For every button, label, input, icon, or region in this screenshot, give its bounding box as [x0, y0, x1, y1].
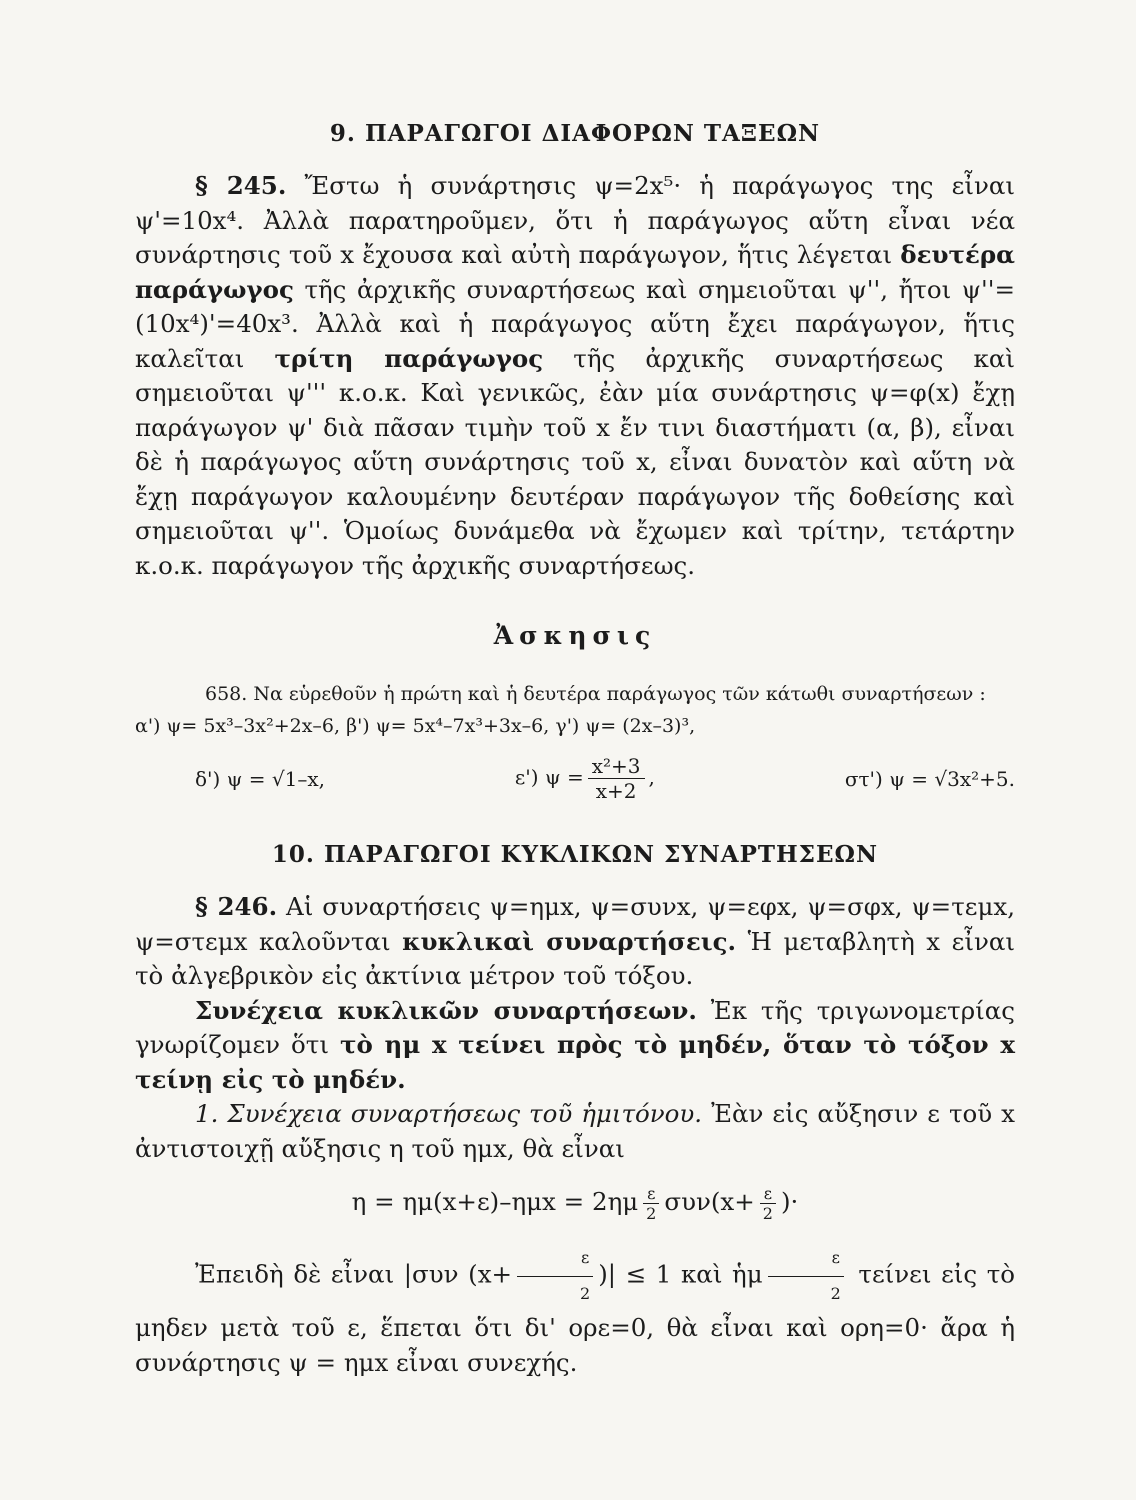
numerator: x²+3: [588, 754, 645, 779]
fraction-epsilon-half: [642, 1184, 660, 1223]
exercise-658: [135, 678, 1015, 742]
fraction-epsilon-half: [516, 1241, 594, 1311]
text-run: Ἡ μεταβλητὴ x εἶναι τὸ ἀλγεβρικὸν εἰς ἀκτίνια μέτρον τοῦ τόξου.: [135, 926, 1016, 990]
sine-continuity-paragraph: [135, 1097, 1015, 1166]
formula-epsilon-fraction: [588, 754, 645, 803]
denominator: 2: [830, 1283, 841, 1303]
exercise-658-text: 658. Να εὑρεθοῦν ἡ πρώτη καὶ ἡ δευτέρα παράγωγος τῶν κάτωθι συναρτήσεων : α') ψ= 5x³–3x²+2x–6, β') ψ= 5x⁴–7x³+3x–6, γ') ψ= (2x–3)³,: [135, 683, 986, 737]
numerator: ε: [768, 1241, 844, 1277]
fraction-epsilon-half: [767, 1241, 845, 1311]
text-run: τῆς ἀρχικῆς συναρτήσεως καὶ σημειοῦται ψ''' κ.ο.κ. Καὶ γενικῶς, ἐὰν μία συνάρτησις ψ=φ(x) ἔχῃ παράγωγον ψ' διὰ πᾶσαν τιμὴν τοῦ x ἔν τινι διαστήματι (α, β), εἶναι δὲ ἡ παράγωγος αὕτη συνάρτησις τοῦ x, εἶναι δυνατὸν καὶ αὕτη νὰ ἔχῃ παράγωγον καλουμένην δευτέραν παράγωγον τῆς δοθείσης καὶ σημειοῦται ψ''. Ὁμοίως δυνάμεθα νὰ ἔχωμεν καὶ τρίτην, τετάρτην κ.ο.κ. παράγωγον τῆς ἀρχικῆς συναρτήσεως.: [135, 343, 1015, 580]
chapter10-heading: 10. ΠΑΡΑΓΩΓΟΙ ΚΥΚΛΙΚΩΝ ΣΥΝΑΡΤΗΣΕΩΝ: [271, 841, 879, 868]
formula-delta: δ') ψ = √1–x,: [195, 766, 325, 791]
text-run: )| ≤ 1 καὶ ἡμ: [598, 1259, 763, 1289]
subheading-sine-continuity: 1. Συνέχεια συναρτήσεως τοῦ ἡμιτόνου.: [195, 1099, 703, 1128]
term-circular-functions: κυκλικαὶ συναρτήσεις.: [402, 926, 737, 956]
equation-sine-difference: [135, 1184, 1015, 1223]
term-continuity: Συνέχεια κυκλικῶν συναρτήσεων.: [195, 995, 697, 1025]
exercise-658-formulas: [135, 754, 1015, 803]
numerator: ε: [517, 1241, 593, 1277]
denominator: 2: [646, 1204, 657, 1223]
text-run: τῆς ἀρχικῆς συναρτήσεως καὶ σημειοῦται ψ'', ἤτοι ψ''=(10x⁴)'=40x³. Ἀλλὰ καὶ ἡ παράγωγος αὕτη ἔχει παράγωγον, ἥτις καλεῖται: [135, 274, 1015, 373]
text-run: Ἐὰν εἰς αὔξησιν ε τοῦ x ἀντιστοιχῇ αὔξησις η τοῦ ημx, θὰ εἶναι: [135, 1099, 1015, 1163]
conclusion-paragraph: [135, 1241, 1015, 1380]
equation-part: η = ημ(x+ε)–ημx = 2ημ: [351, 1187, 639, 1216]
denominator: 2: [580, 1283, 591, 1303]
chapter9-heading: 9. ΠΑΡΑΓΩΓΟΙ ΔΙΑΦΟΡΩΝ ΤΑΞΕΩΝ: [329, 120, 821, 147]
numerator: ε: [760, 1184, 776, 1204]
equation-part: )·: [780, 1187, 799, 1216]
term-third-derivative: τρίτη παράγωγος: [274, 343, 544, 373]
statement-sine-limit: τὸ ημ x τείνει πρὸς τὸ μηδέν, ὅταν τὸ τόξον x τείνῃ εἰς τὸ μηδέν.: [135, 1030, 1015, 1094]
numerator: ε: [643, 1184, 659, 1204]
text-run: τείνει εἰς τὸ μηδεν μετὰ τοῦ ε, ἕπεται ὅτι δι' ορε=0, θὰ εἶναι καὶ ορη=0· ἄρα ἡ συνάρτησις ψ = ημx εἶναι συνεχής.: [135, 1259, 1015, 1377]
exercises-heading: Ἀσκησις: [493, 621, 657, 650]
section-245-number: § 245.: [195, 171, 287, 200]
continuity-paragraph: [135, 994, 1015, 1098]
page: [135, 120, 1015, 1380]
formula-epsilon: [515, 754, 655, 803]
section-245-paragraph: [135, 169, 1015, 583]
denominator: 2: [762, 1204, 773, 1223]
text-run: Ἔστω ἡ συνάρτησις ψ=2x⁵· ἡ παράγωγος της εἶναι ψ'=10x⁴. Ἀλλὰ παρατηροῦμεν, ὅτι ἡ παράγωγος αὕτη εἶναι νέα συνάρτησις τοῦ x ἔχουσα καὶ αὐτὴ παράγωγον, ἥτις λέγεται: [135, 171, 1015, 269]
text-run: Ἐπειδὴ δὲ εἶναι |συν (x+: [195, 1259, 513, 1289]
formula-st: στ') ψ = √3x²+5.: [844, 766, 1015, 791]
text-run: Ἐκ τῆς τριγωνομετρίας γνωρίζομεν ὅτι: [135, 995, 1015, 1059]
formula-epsilon-prefix: ε') ψ =: [514, 765, 584, 789]
section-246-number: § 246.: [195, 892, 278, 921]
formula-epsilon-suffix: ,: [648, 765, 655, 789]
equation-part: συν(x+: [664, 1187, 755, 1216]
denominator: x+2: [595, 779, 637, 803]
term-second-derivative: δευτέρα παράγωγος: [135, 240, 1015, 304]
fraction-epsilon-half: [759, 1184, 777, 1223]
text-run: Αἱ συναρτήσεις ψ=ημx, ψ=συνx, ψ=εφx, ψ=σφx, ψ=τεμx, ψ=στεμx καλοῦνται: [135, 892, 1015, 956]
section-246-paragraph: [135, 890, 1015, 994]
